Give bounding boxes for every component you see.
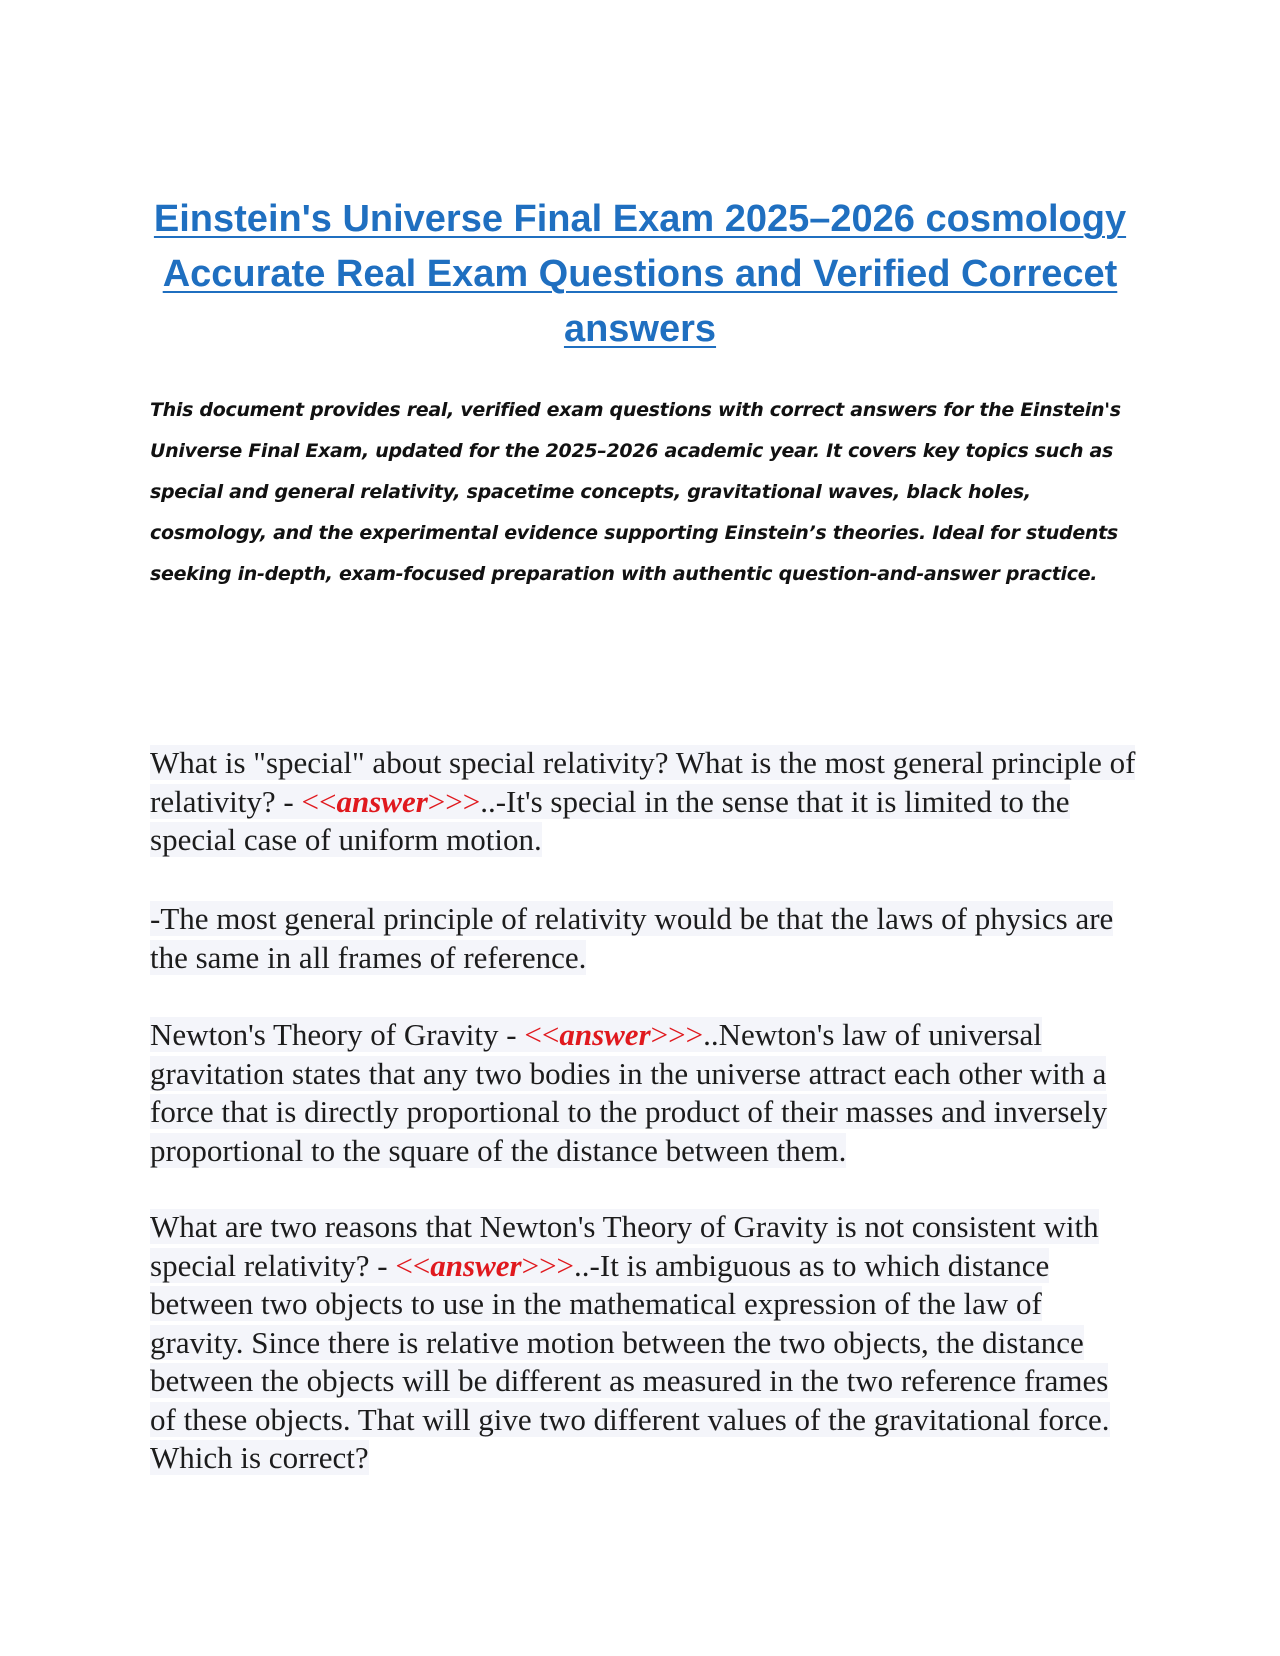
qa-question-1: What is "special" about special relativity? What is the most general principle of relativity? - xyxy=(150,745,1136,819)
document-intro: This document provides real, verified exam questions with correct answers for the Einstein's Universe Final Exam, updated for the 2025–2026 academic year. It covers key topics such as special and general relativity, spacetime concepts, gravitational waves, black holes, cosmology, and the experimental evidence supporting Einstein’s theories. Ideal for students seeking in-depth, exam-focused preparation with authentic question-and-answer practice. xyxy=(150,399,1121,585)
qa-answer-3: ..Newton's law of universal gravitation states that any two bodies in the universe attract each other with a force that is directly proportional to the product of their masses and inversely proportional to the square of the distance between them. xyxy=(150,1017,1108,1168)
qa-item-4 xyxy=(150,1208,1140,1478)
qa-item-2 xyxy=(150,900,1140,977)
answer-marker-3: <<answer>>> xyxy=(524,1017,704,1052)
qa-question-3: Newton's Theory of Gravity - xyxy=(150,1017,525,1052)
answer-marker-1: <<answer>>> xyxy=(301,783,481,819)
qa-question-4: What are two reasons that Newton's Theory of Gravity is not consistent with special relativity? - xyxy=(150,1209,1099,1283)
qa-item-1 xyxy=(150,744,1140,860)
qa-item-3 xyxy=(150,1016,1140,1170)
qa-answer-1: ..-It's special in the sense that it is limited to the special case of uniform motion. xyxy=(150,783,1070,857)
document-title[interactable]: Einstein's Universe Final Exam 2025–2026 cosmology Accurate Real Exam Questions and Verified Correcet answers xyxy=(153,198,1127,350)
qa-answer-2: -The most general principle of relativity would be that the laws of physics are the same in all frames of reference. xyxy=(150,901,1114,975)
answer-marker-4: <<answer>>> xyxy=(395,1247,575,1283)
qa-answer-4: ..-It is ambiguous as to which distance between two objects to use in the mathematical expression of the law of gravity. Since there is relative motion between the two objects, the distance between the objects will be different as measured in the two reference frames of these objects. That will give two different values of the gravitational force. Which is correct? xyxy=(150,1247,1110,1475)
